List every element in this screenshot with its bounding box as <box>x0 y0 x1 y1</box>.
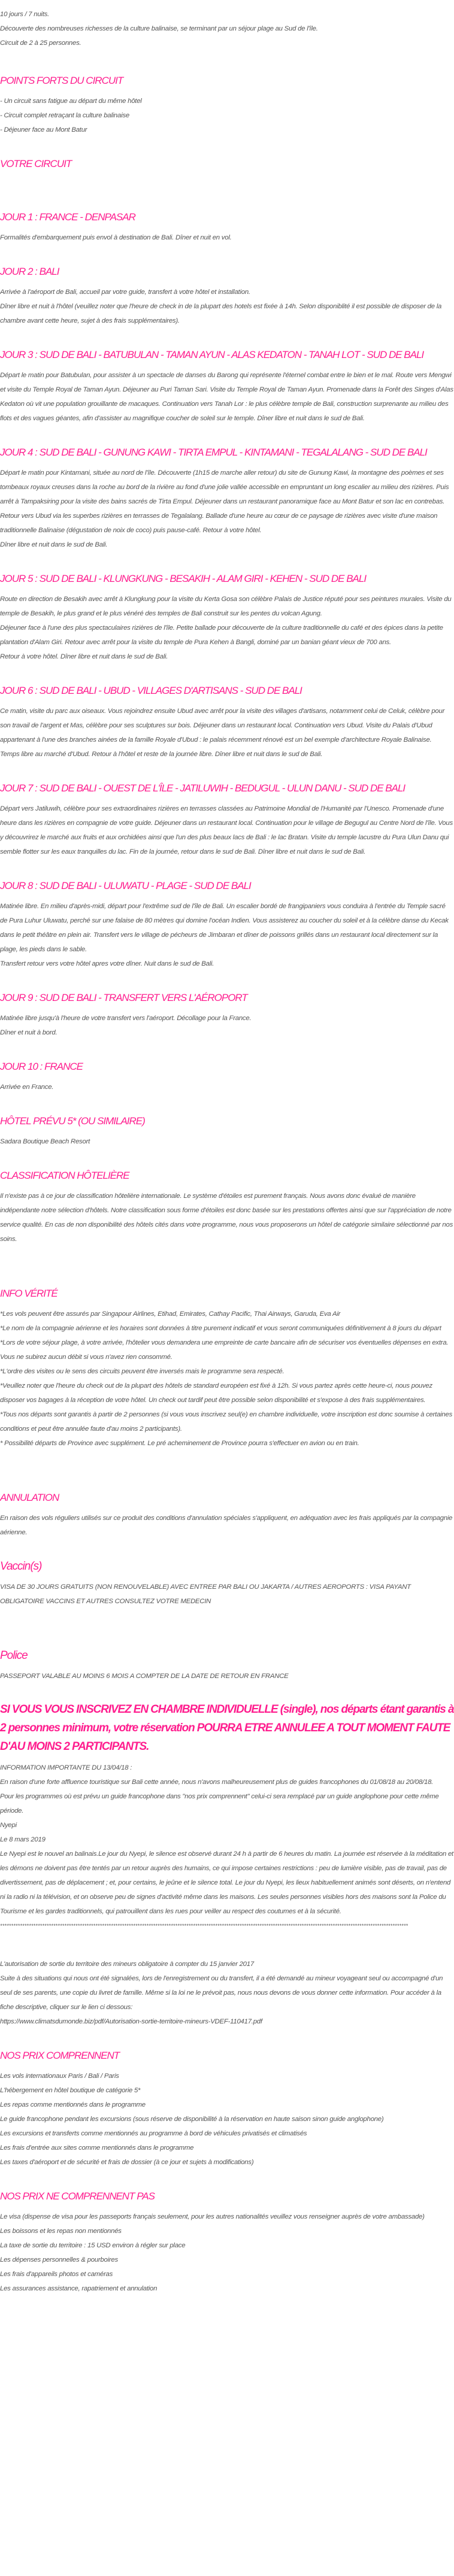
section-line: Les repas comme mentionnés dans le programme <box>0 2101 146 2108</box>
section-police <box>0 1647 454 1683</box>
section-line: Les vols internationaux Paris / Bali / Paris <box>0 2073 119 2080</box>
section-line: La taxe de sortie du territoire : 15 USD environ à régler sur place <box>0 2242 186 2249</box>
section-line: Dîner libre et nuit à l'hôtel (veuillez noter que l'heure de check in de la plupart des hotels est fixée à 14h. Selon disponiblité il est possible de disposer de la chambre avant cette heure, sujet à des frais supplémentaires). <box>0 303 442 324</box>
section-line: Départ vers Jatiluwih, célèbre pour ses extraordinaires rizières en terrasses classées au Patrimoine Mondial de l'Humanité par l'Unesco. Promenade d'une heure dans les rizières en compagnie de votre guide. Déjeuner dans un restaurant local. Continuation pour le village de Begugul au Centre Nord de l'île. Vous y découvrirez le marché aux fruits et aux orchidées ainsi que l'un des plus beaux lacs de Bali : le lac Bratan. Visite du temple lacustre du Pura Ulun Danu qui semble flotter sur les eaux tranquilles du lac. Fin de la journée, retour dans le sud de Bali. Dîner libre et nuit dans le sud de Bali. <box>0 805 453 855</box>
section-line: Pour les programmes où est prévu un guide francophone dans "nos prix comprennent" celui-ci sera remplacé par un guide anglophone pour cette même période. <box>0 1793 439 1815</box>
section-points-forts <box>0 72 454 137</box>
section-line: Les dépenses personnelles & pourboires <box>0 2256 118 2264</box>
section-heading: VOTRE CIRCUIT <box>0 158 72 169</box>
section-line: *L'ordre des visites ou le sens des circuits peuvent être inversés mais le programme sera respecté. <box>0 1368 284 1375</box>
section-single <box>0 1700 454 2029</box>
section-line: Il n'existe pas à ce jour de classification hôtelière internationale. Le système d'étoiles est purement français. Nous avons donc évalué de manière indépendante notre sélection d'hôtels. Notre classification sous forme d'étoiles est donc basée sur les prestations offertes ainsi que sur l'appréciation de notre service qualité. En cas de non disponibilité des hôtels cités dans votre programme, nous vous proposerons un hôtel de catégorie similaire sélectionné par nos soins. <box>0 1193 453 1243</box>
section-classification <box>0 1167 454 1246</box>
section-line: *Le nom de la compagnie aérienne et les horaires sont données à titre purement indicatif et vous seront communiquées définitivement à 8 jours du départ <box>0 1325 441 1332</box>
section-line: Le visa (dispense de visa pour les passeports français seulement, pour les autres nationalités veuillez vous renseigner auprès de votre ambassade) <box>0 2213 425 2220</box>
section-line: *Les vols peuvent être assurés par Singapour Airlines, Etihad, Emirates, Cathay Pacific, Thai Airways, Garuda, Eva Air <box>0 1310 341 1318</box>
pdf-link[interactable]: https://www.climatsdumonde.biz/pdf/Autorisation-sortie-territoire-mineurs-VDEF-110417.pdf <box>0 2018 262 2025</box>
section-jour-8 <box>0 877 454 971</box>
section-jour-5 <box>0 570 454 664</box>
section-line: Les taxes d'aéroport et de sécurité et frais de dossier (à ce jour et sujets à modifications) <box>0 2159 254 2166</box>
sections <box>0 72 454 2296</box>
section-line: Matinée libre jusqu'à l'heure de votre transfert vers l'aéroport. Décollage pour la France. <box>0 1015 252 1022</box>
section-jour-1 <box>0 208 454 245</box>
section-heading: Vaccin(s) <box>0 1560 42 1573</box>
section-jour-2 <box>0 263 454 328</box>
section-heading: JOUR 10 : FRANCE <box>0 1061 83 1072</box>
intro-line: Découverte des nombreuses richesses de la culture balinaise, se terminant par un séjour plage au Sud de l'île. <box>0 25 318 32</box>
section-heading: POINTS FORTS DU CIRCUIT <box>0 75 123 86</box>
section-line: Les excursions et transferts comme mentionnés au programme à bord de véhicules privatisés et climatisés <box>0 2130 307 2137</box>
section-line: - Déjeuner face au Mont Batur <box>0 126 87 133</box>
section-heading: JOUR 8 : SUD DE BALI - ULUWATU - PLAGE - SUD DE BALI <box>0 880 251 891</box>
section-heading: NOS PRIX NE COMPRENNENT PAS <box>0 2190 155 2202</box>
section-line: Déjeuner face à l'une des plus spectaculaires rizières de l'île. Petite ballade pour découverte de la culture traditionnelle du café et des épices dans la petite plantation d'Alam Giri. Retour avec arrêt pour la visite du temple de Pura Kehen à Bangli, dominé par un banian géant vieux de 700 ans. <box>0 624 443 646</box>
section-line: Les frais d'appareils photos et caméras <box>0 2271 113 2278</box>
section-line: Route en direction de Besakih avec arrêt à Klungkung pour la visite du Kerta Gosa son célèbre Palais de Justice réputé pour ses peintures murales. Visite du temple de Besakih, le plus grand et le plus vénéré des temples de Bali construit sur les pentes du volcan Agung. <box>0 596 452 617</box>
section-line: Les frais d'entrée aux sites comme mentionnés dans le programme <box>0 2144 194 2152</box>
section-line: Nyepi <box>0 1822 17 1829</box>
section-heading: HÔTEL PRÉVU 5* (OU SIMILAIRE) <box>0 1115 145 1127</box>
section-line: Matinée libre. En milieu d'après-midi, départ pour l'extrême sud de l'île de Bali. Un escalier bordé de frangipaniers vous conduira à l'entrée du Temple sacré de Pura Luhur Uluwatu, perché sur une falaise de 80 mètres qui domine l'océan Indien. Vous assisterez au coucher du soleil et à la célèbre danse du Kecak dans le petit théâtre en plein air. Transfert vers le village de pécheurs de Jimbaran et dîner de poissons grillés dans un restaurant local directement sur la plage, les pieds dans le sable. <box>0 903 449 953</box>
section-line: L'hébergement en hôtel boutique de catégorie 5* <box>0 2087 141 2094</box>
section-heading: JOUR 7 : SUD DE BALI - OUEST DE L'ÎLE - JATILUWIH - BEDUGUL - ULUN DANU - SUD DE BALI <box>0 782 405 794</box>
section-heading: JOUR 9 : SUD DE BALI - TRANSFERT VERS L'AÉROPORT <box>0 992 247 1003</box>
section-line: PASSEPORT VALABLE AU MOINS 6 MOIS A COMPTER DE LA DATE DE RETOUR EN FRANCE <box>0 1673 289 1680</box>
section-line: En raison d'une forte affluence touristique sur Bali cette année, nous n'avons malheureusement plus de guides francophones du 01/08/18 au 20/08/18. <box>0 1779 434 1786</box>
section-line: Départ le matin pour Kintamani, située au nord de l'île. Découverte (1h15 de marche aller retour) du site de Gunung Kawi, la montagne des poèmes et ses tombeaux royaux creuses dans la roche au bord de la rivière au fond d'une jolie vallée accessible en empruntant un long escalier au milieu des rizières. Puis arrêt à Tampaksiring pour la visite des bains sacrés de Tirta Empul. Déjeuner dans un restaurant panoramique face au Mont Batur et son lac en contrebas. Retour vers Ubud via les superbes rizières en terrasses de Tegalalang. Ballade d'une heure au cœur de ce paysage de rizières avec visite d'une maison traditionnelle Balinaise (dégustation de noix de coco) puis pause-café. Retour à votre hôtel. <box>0 469 449 534</box>
section-annulation <box>0 1489 454 1540</box>
section-heading: SI VOUS VOUS INSCRIVEZ EN CHAMBRE INDIVIDUELLE (single), nos départs étant garantis à 2 personnes minimum, votre réservation POURRA ETRE ANNULEE A TOUT MOMENT FAUTE D'AU MOINS 2 PARTICIPANTS. <box>0 1703 454 1753</box>
section-heading: JOUR 3 : SUD DE BALI - BATUBULAN - TAMAN AYUN - ALAS KEDATON - TANAH LOT - SUD DE BALI <box>0 349 424 360</box>
section-line: Dîner libre et nuit dans le sud de Bali. <box>0 541 108 548</box>
section-info-verite <box>0 1285 454 1451</box>
section-jour-10 <box>0 1058 454 1094</box>
section-line: Temps libre au marché d'Ubud. Retour à l'hôtel et reste de la journée libre. Dîner libre et nuit dans le sud de Bali. <box>0 751 323 758</box>
section-heading: JOUR 4 : SUD DE BALI - GUNUNG KAWI - TIRTA EMPUL - KINTAMANI - TEGALALANG - SUD DE BALI <box>0 447 427 458</box>
intro <box>0 7 454 50</box>
section-prix-ne-comprennent-pas <box>0 2187 454 2296</box>
intro-line: 10 jours / 7 nuits. <box>0 11 49 18</box>
section-jour-7 <box>0 779 454 859</box>
section-line: Retour à votre hôtel. Dîner libre et nuit dans le sud de Bali. <box>0 653 168 660</box>
section-heading: JOUR 1 : FRANCE - DENPASAR <box>0 211 135 223</box>
section-line: Sadara Boutique Beach Resort <box>0 1138 90 1145</box>
section-line: *Veuillez noter que l'heure du check out de la plupart des hôtels de standard européen est fixé à 12h. Si vous partez après cette heure-ci, nous pouvez disposer vos bagages à la réception de votre hôtel. Un check out tardif peut être possible selon disponibilité et s'expose à des frais supplémentaires. <box>0 1382 432 1404</box>
section-jour-6 <box>0 682 454 761</box>
section-line: Arrivée à l'aéroport de Bali, accueil par votre guide, transfert à votre hôtel et installation. <box>0 289 250 296</box>
section-line: Les boissons et les repas non mentionnés <box>0 2228 122 2235</box>
section-line: En raison des vols réguliers utilisés sur ce produit des conditions d'annulation spéciales s'appliquent, en adéquation avec les frais appliqués par la compagnie aérienne. <box>0 1515 453 1536</box>
section-line: Ce matin, visite du parc aux oiseaux. Vous rejoindrez ensuite Ubud avec arrêt pour la visite des villages d'artisans, notamment celui de Celuk, célèbre pour son travail de l'argent et Mas, célèbre pour ses sculptures sur bois. Déjeuner dans un restaurant local. Continuation vers Ubud. Visite du Palais d'Ubud appartenant à l'une des branches ainées de la famille Royale d'Ubud : le palais récemment rénové est un bel exemple d'architecture Royale Balinaise. <box>0 708 445 744</box>
section-line: - Un circuit sans fatigue au départ du même hôtel <box>0 98 142 105</box>
section-heading: NOS PRIX COMPRENNENT <box>0 2050 120 2061</box>
section-line: * Possibilité départs de Province avec supplément. Le pré acheminement de Province pourra s'effectuer en avion ou en train. <box>0 1440 359 1447</box>
section-heading: JOUR 5 : SUD DE BALI - KLUNGKUNG - BESAKIH - ALAM GIRI - KEHEN - SUD DE BALI <box>0 573 367 584</box>
section-line: Formalités d'embarquement puis envol à destination de Bali. Dîner et nuit en vol. <box>0 234 232 241</box>
section-line: L'autorisation de sortie du territoire des mineurs obligatoire à compter du 15 janvier 2017 <box>0 1961 254 1968</box>
section-heading: Police <box>0 1649 28 1662</box>
section-heading: JOUR 6 : SUD DE BALI - UBUD - VILLAGES D'ARTISANS - SUD DE BALI <box>0 685 302 696</box>
section-line: Le 8 mars 2019 <box>0 1836 46 1843</box>
section-jour-3 <box>0 346 454 426</box>
section-jour-9 <box>0 989 454 1040</box>
intro-line: Circuit de 2 à 25 personnes. <box>0 40 81 47</box>
section-line: Transfert retour vers votre hôtel apres votre dîner. Nuit dans le sud de Bali. <box>0 960 214 967</box>
section-line: Le Nyepi est le nouvel an balinais.Le jour du Nyepi, le silence est observé durant 24 h à partir de 6 heures du matin. La journée est réservée à la méditation et les démons ne doivent pas être tentés par un retour auprès des humains, ce qui impose certaines restrictions : peu de lumière visible, pas de travail, pas de divertissement, pas de déplacement ; et, pour certains, le jeûne et le silence total. Le jour du Nyepi, les lieux habituellement animés sont déserts, on n'entend ni la radio ni la télévision, et on observe peu de signes d'activité même dans les maisons. Les seules personnes visibles hors des maisons sont la Police du Tourisme et les gardes traditionnels, qui patrouillent dans les rues pour veiller au respect des coutumes et à la sécurité. <box>0 1850 453 1915</box>
section-hotel <box>0 1112 454 1149</box>
section-heading: JOUR 2 : BALI <box>0 266 59 277</box>
section-heading: ANNULATION <box>0 1492 59 1503</box>
section-line: *Lors de votre séjour plage, à votre arrivée, l'hôtelier vous demandera une empreinte de carte bancaire afin de sécuriser vos éventuelles dépenses en extra. Vous ne subirez aucun débit si vous n'avez rien consommé. <box>0 1339 449 1361</box>
section-line: Arrivée en France. <box>0 1084 54 1091</box>
section-line: Le guide francophone pendant les excursions (sous réserve de disponibilité à la réservation en haute saison sinon guide anglophone) <box>0 2116 384 2123</box>
section-line: Suite à des situations qui nous ont été signalées, lors de l'enregistrement ou du transfert, il a été demandé au mineur voyageant seul ou accompagné d'un seul de ses parents, une copie du livret de famille. Même si la loi ne le prévoit pas, nous nous devons de vous donner cette information. Pour accéder à la fiche descriptive, cliquer sur le lien ci dessous: <box>0 1975 443 2011</box>
section-line: INFORMATION IMPORTANTE DU 13/04/18 : <box>0 1764 132 1771</box>
section-line: *Tous nos départs sont garantis à partir de 2 personnes (si vous vous inscrivez seul(e) en chambre individuelle, votre inscription est donc soumise à certaines conditions et peut être annulée faute d'au moins 2 participants). <box>0 1411 453 1433</box>
section-heading: CLASSIFICATION HÔTELIÈRE <box>0 1170 129 1181</box>
section-votre-circuit <box>0 155 454 172</box>
section-line: VISA DE 30 JOURS GRATUITS (NON RENOUVELABLE) AVEC ENTREE PAR BALI OU JAKARTA / AUTRES AEROPORTS : VISA PAYANT OBLIGATOIRE VACCINS ET AUTRES CONSULTEZ VOTRE MEDECIN <box>0 1583 411 1605</box>
section-line: Dîner et nuit à bord. <box>0 1029 57 1036</box>
section-line: Les assurances assistance, rapatriement et annulation <box>0 2285 158 2292</box>
section-vaccins <box>0 1558 454 1609</box>
section-heading: INFO VÉRITÉ <box>0 1288 57 1299</box>
separator: **************************************************************************************************************************************************************************************** <box>0 1923 408 1929</box>
section-line: - Circuit complet retraçant la culture balinaise <box>0 112 129 119</box>
section-line: Départ le matin pour Batubulan, pour assister à un spectacle de danses du Barong qui représente l'éternel combat entre le bien et le mal. Route vers Mengwi et visite du Temple Royal de Taman Ayun. Déjeuner au Puri Taman Sari. Visite du Temple Royal de Taman Ayun. Promenade dans la Forêt des Singes d'Alas Kedaton où vit une population grouillante de macaques. Continuation vers Tanah Lor : le plus célèbre temple de Bali, construction surprenante au milieu des flots et des vagues géantes, afin d'assister au magnifique coucher de soleil sur le temple. Dîner libre et nuit dans le sud de Bali. <box>0 372 453 422</box>
section-prix-comprennent <box>0 2047 454 2170</box>
section-jour-4 <box>0 444 454 552</box>
